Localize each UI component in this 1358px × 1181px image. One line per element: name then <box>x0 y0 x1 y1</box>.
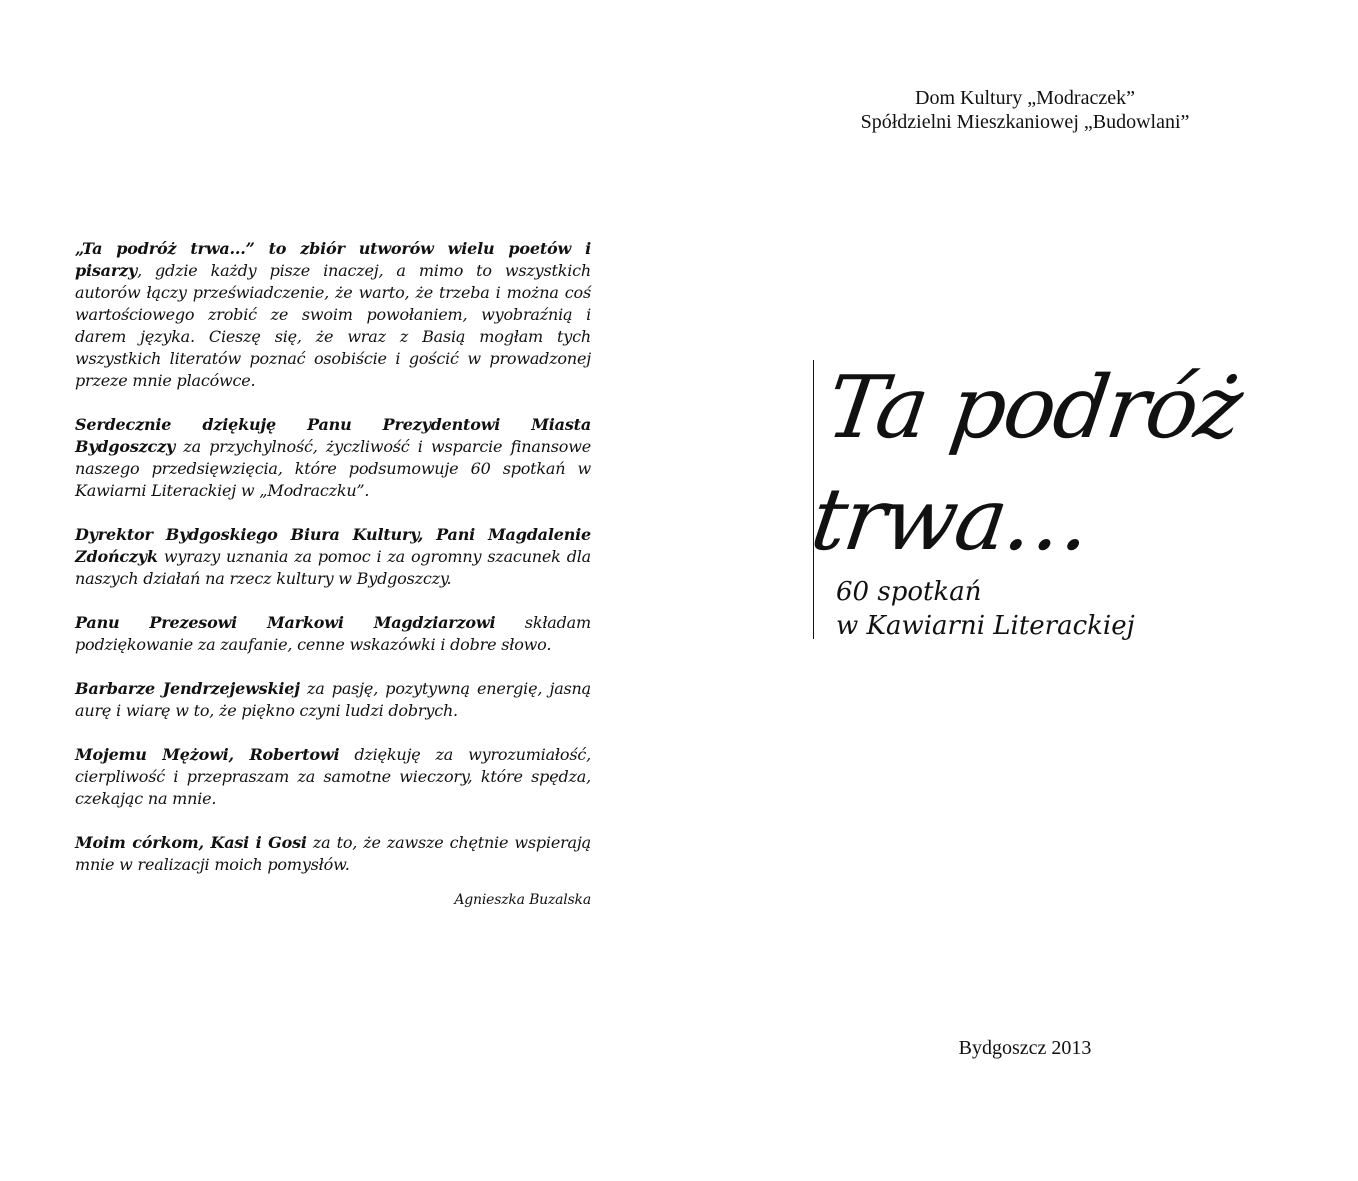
paragraph-intro <box>75 238 591 392</box>
paragraph-thanks-husband <box>75 744 591 810</box>
paragraph-thanks-barbara <box>75 678 591 722</box>
paragraph-bold-lead: Barbarze Jendrzejewskiej <box>75 679 300 698</box>
book-title-line-2: trwa… <box>805 470 1096 570</box>
paragraph-bold-lead: Mojemu Mężowi, Robertowi <box>75 745 340 764</box>
book-subtitle-line-2: w Kawiarni Literackiej <box>836 611 1135 641</box>
paragraph-text: za przychylność, życzliwość i wsparcie finansowe naszego przedsięwzięcia, które podsumowuje 60 spotkań w Kawiarni Literackiej w „Modraczku”. <box>75 437 591 500</box>
paragraph-text: składam podziękowanie za zaufanie, cenne wskazówki i dobre słowo. <box>75 613 591 654</box>
book-title-line-1: Ta podróż <box>821 358 1247 458</box>
book-subtitle <box>836 575 1236 643</box>
paragraph-bold-lead: Serdecznie dziękuję Panu Prezydentowi Miasta Bydgoszczy <box>75 415 591 456</box>
paragraph-text: , gdzie każdy pisze inaczej, a mimo to wszystkich autorów łączy przeświadczenie, że warto, że trzeba i można coś wartościowego zrobić ze swoim powołaniem, wyobraźnią i darem języka. Cieszę się, że wraz z Basią mogłam tych wszystkich literatów poznać osobiście i gościć w prowadzonej przeze mnie placówce. <box>75 261 591 390</box>
author-signature: Agnieszka Buzalska <box>454 892 591 908</box>
paragraph-bold-lead: „Ta podróż trwa...” to zbiór utworów wielu poetów i pisarzy <box>75 239 591 280</box>
paragraph-thanks-chairman <box>75 612 591 656</box>
paragraph-thanks-daughters <box>75 832 591 876</box>
paragraph-thanks-director <box>75 524 591 590</box>
paragraph-bold-lead: Moim córkom, Kasi i Gosi <box>75 833 307 852</box>
paragraph-text: wyrazy uznania za pomoc i za ogromny szacunek dla naszych działań na rzecz kultury w Bydgoszczy. <box>75 547 591 588</box>
title-vertical-rule <box>813 360 814 639</box>
paragraph-text: dziękuję za wyrozumiałość, cierpliwość i przepraszam za samotne wieczory, które spędza, czekając na mnie. <box>75 745 592 808</box>
acknowledgements-page <box>75 238 591 910</box>
paragraph-text: za to, że zawsze chętnie wspierają mnie w realizacji moich pomysłów. <box>75 833 591 874</box>
paragraph-thanks-president <box>75 414 591 502</box>
publisher-line-2: Spółdzielni Mieszkaniowej „Budowlani” <box>860 111 1190 133</box>
publisher-block <box>820 86 1230 134</box>
publisher-line-1: Dom Kultury „Modraczek” <box>915 87 1135 109</box>
paragraph-bold-lead: Dyrektor Bydgoskiego Biura Kultury, Pani Magdalenie Zdończyk <box>75 525 591 566</box>
book-title <box>805 352 1306 576</box>
book-subtitle-line-1: 60 spotkań <box>836 577 982 607</box>
place-and-year: Bydgoszcz 2013 <box>958 1037 1092 1059</box>
paragraph-text: za pasję, pozytywną energię, jasną aurę i wiarę w to, że piękno czyni ludzi dobrych. <box>75 679 591 720</box>
paragraph-bold-lead: Panu Prezesowi Markowi Magdziarzowi <box>75 613 496 632</box>
